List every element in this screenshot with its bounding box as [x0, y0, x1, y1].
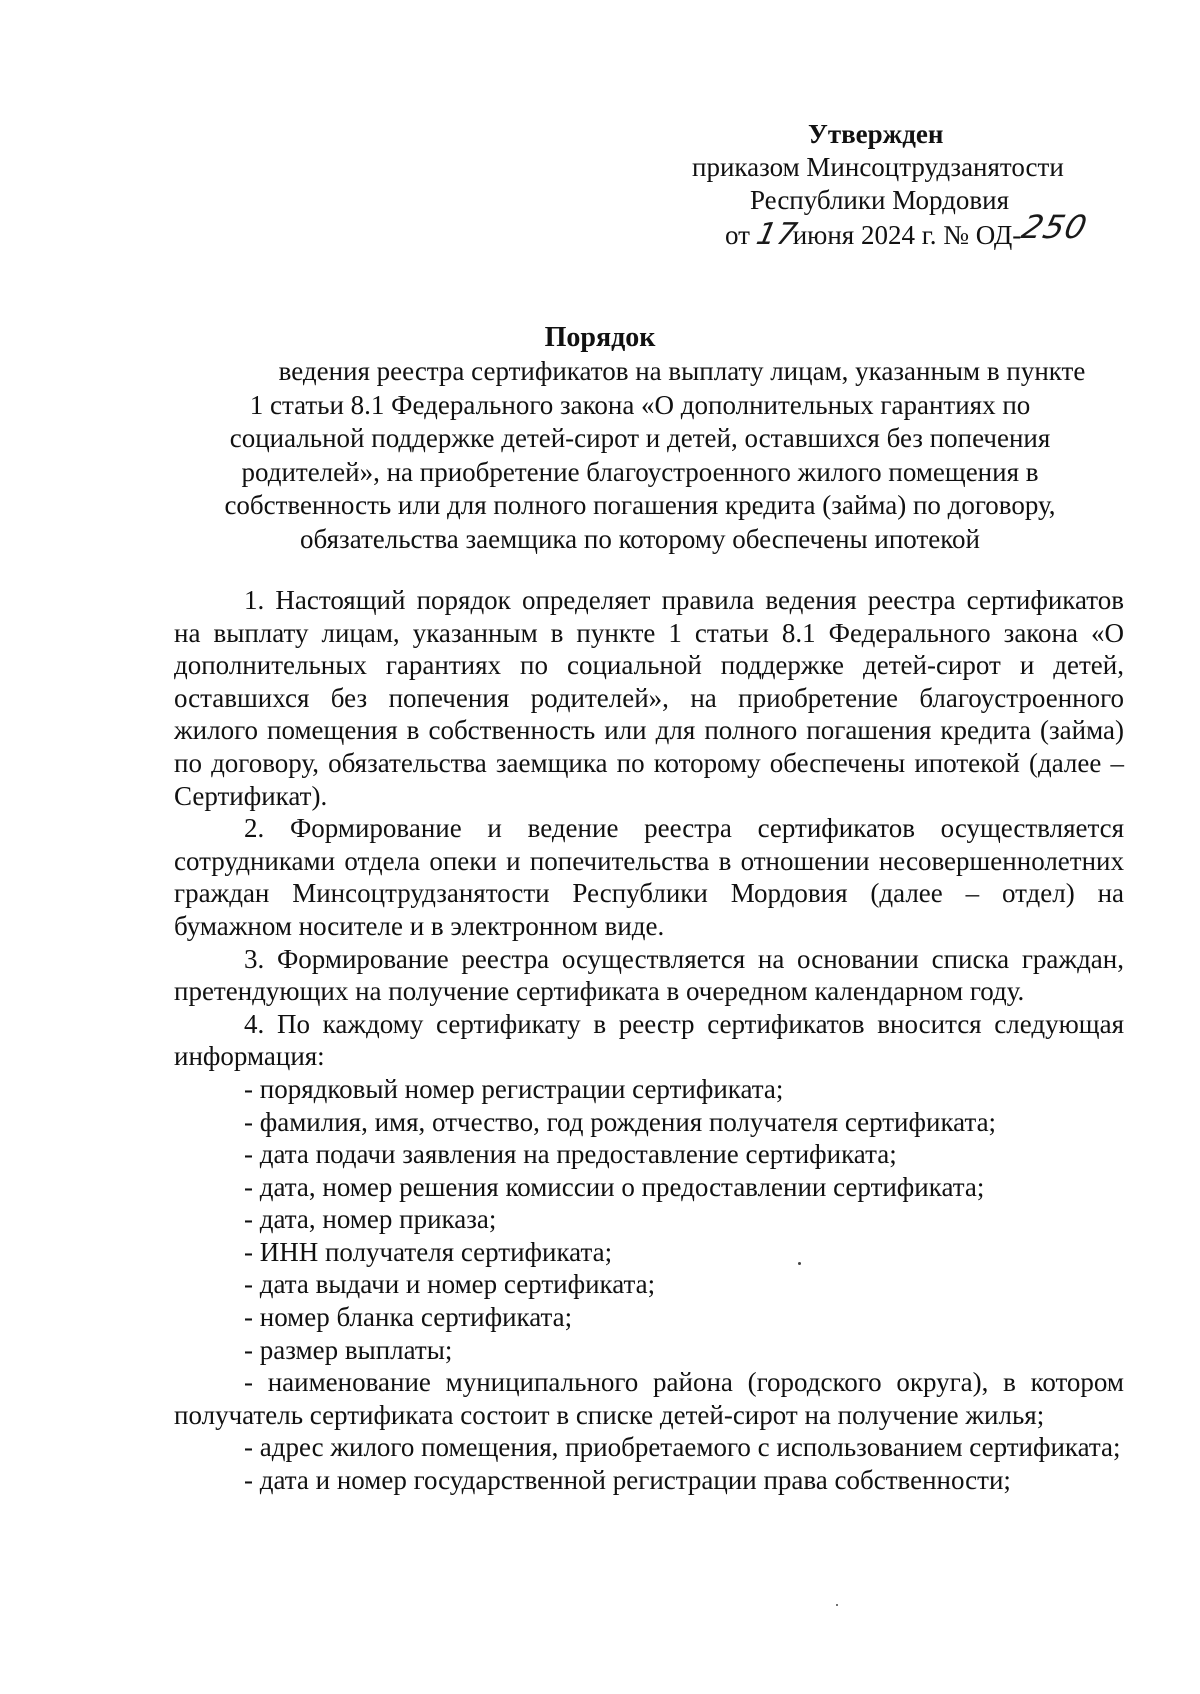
subtitle-line: обязательства заемщика по которому обеспечены ипотекой [300, 523, 980, 554]
approval-date-line [660, 208, 1120, 252]
approval-republic-line: Республики Мордовия [750, 185, 1010, 215]
list-item: - номер бланка сертификата; [244, 1302, 573, 1333]
list-item: - наименование муниципального района (городского округа), в котором получатель сертификата состоит в списке детей-сирот на получение жилья; [174, 1367, 1124, 1430]
list-item: - ИНН получателя сертификата; [244, 1236, 613, 1267]
approval-date-middle: июня 2024 г. № ОД- [792, 220, 1022, 250]
approval-title: Утвержден [808, 119, 944, 149]
approval-block [660, 118, 1120, 252]
subtitle-line: собственность или для полного погашения кредита (займа) по договору, [224, 490, 1056, 520]
list-item: - размер выплаты; [244, 1334, 453, 1365]
list-item: - дата, номер решения комиссии о предоставлении сертификата; [244, 1171, 985, 1202]
document-title: Порядок [544, 322, 656, 353]
subtitle-line: 1 статьи 8.1 Федерального закона «О дополнительных гарантиях по [249, 389, 1031, 420]
handwritten-day: 17 [752, 217, 801, 252]
list-item: - дата подачи заявления на предоставление сертификата; [244, 1139, 897, 1170]
document-subtitle [180, 355, 1100, 556]
scan-speck [798, 1262, 801, 1265]
scan-speck [836, 1604, 838, 1606]
list-item: - дата, номер приказа; [244, 1204, 497, 1235]
paragraph-4: 4. По каждому сертификату в реестр сертификатов вносится следующая информация: [174, 1008, 1124, 1072]
list-item: - фамилия, имя, отчество, год рождения получателя сертификата; [244, 1106, 997, 1137]
handwritten-order-number: 250 [1018, 208, 1092, 246]
paragraph-3: 3. Формирование реестра осуществляется на основании списка граждан, претендующих на получение сертификата в очередном календарном году. [174, 943, 1124, 1007]
subtitle-line: родителей», на приобретение благоустроенного жилого помещения в [241, 456, 1039, 487]
list-item: - порядковый номер регистрации сертификата; [244, 1073, 784, 1104]
list-item: - адрес жилого помещения, приобретаемого с использованием сертификата; [244, 1432, 1121, 1463]
subtitle-line: социальной поддержке детей-сирот и детей, оставшихся без попечения [229, 423, 1051, 453]
subtitle-line: ведения реестра сертификатов на выплату лицам, указанным в пункте [278, 356, 1086, 386]
paragraph-1: 1. Настоящий порядок определяет правила ведения реестра сертификатов на выплату лицам, указанным в пункте 1 статьи 8.1 Федерального закона «О дополнительных гарантиях по социальной поддержке детей-сирот и детей, оставшихся без попечения родителей», на приобретение благоустроенного жилого помещения в собственность или для полного погашения кредита (займа) по договору, обязательства заемщика по которому обеспечены ипотекой (далее – Сертификат). [174, 585, 1124, 811]
list-item: - дата выдачи и номер сертификата; [244, 1269, 656, 1300]
document-body [174, 584, 1124, 1497]
approval-date-prefix: от [725, 220, 750, 250]
paragraph-2: 2. Формирование и ведение реестра сертификатов осуществляется сотрудниками отдела опеки и попечительства в отношении несовершеннолетних граждан Минсоцтрудзанятости Республики Мордовия (далее – отдел) на бумажном носителе и в электронном виде. [174, 813, 1124, 941]
list-item: - дата и номер государственной регистрации права собственности; [244, 1465, 1011, 1496]
approval-order-line: приказом Минсоцтрудзанятости [692, 152, 1064, 182]
